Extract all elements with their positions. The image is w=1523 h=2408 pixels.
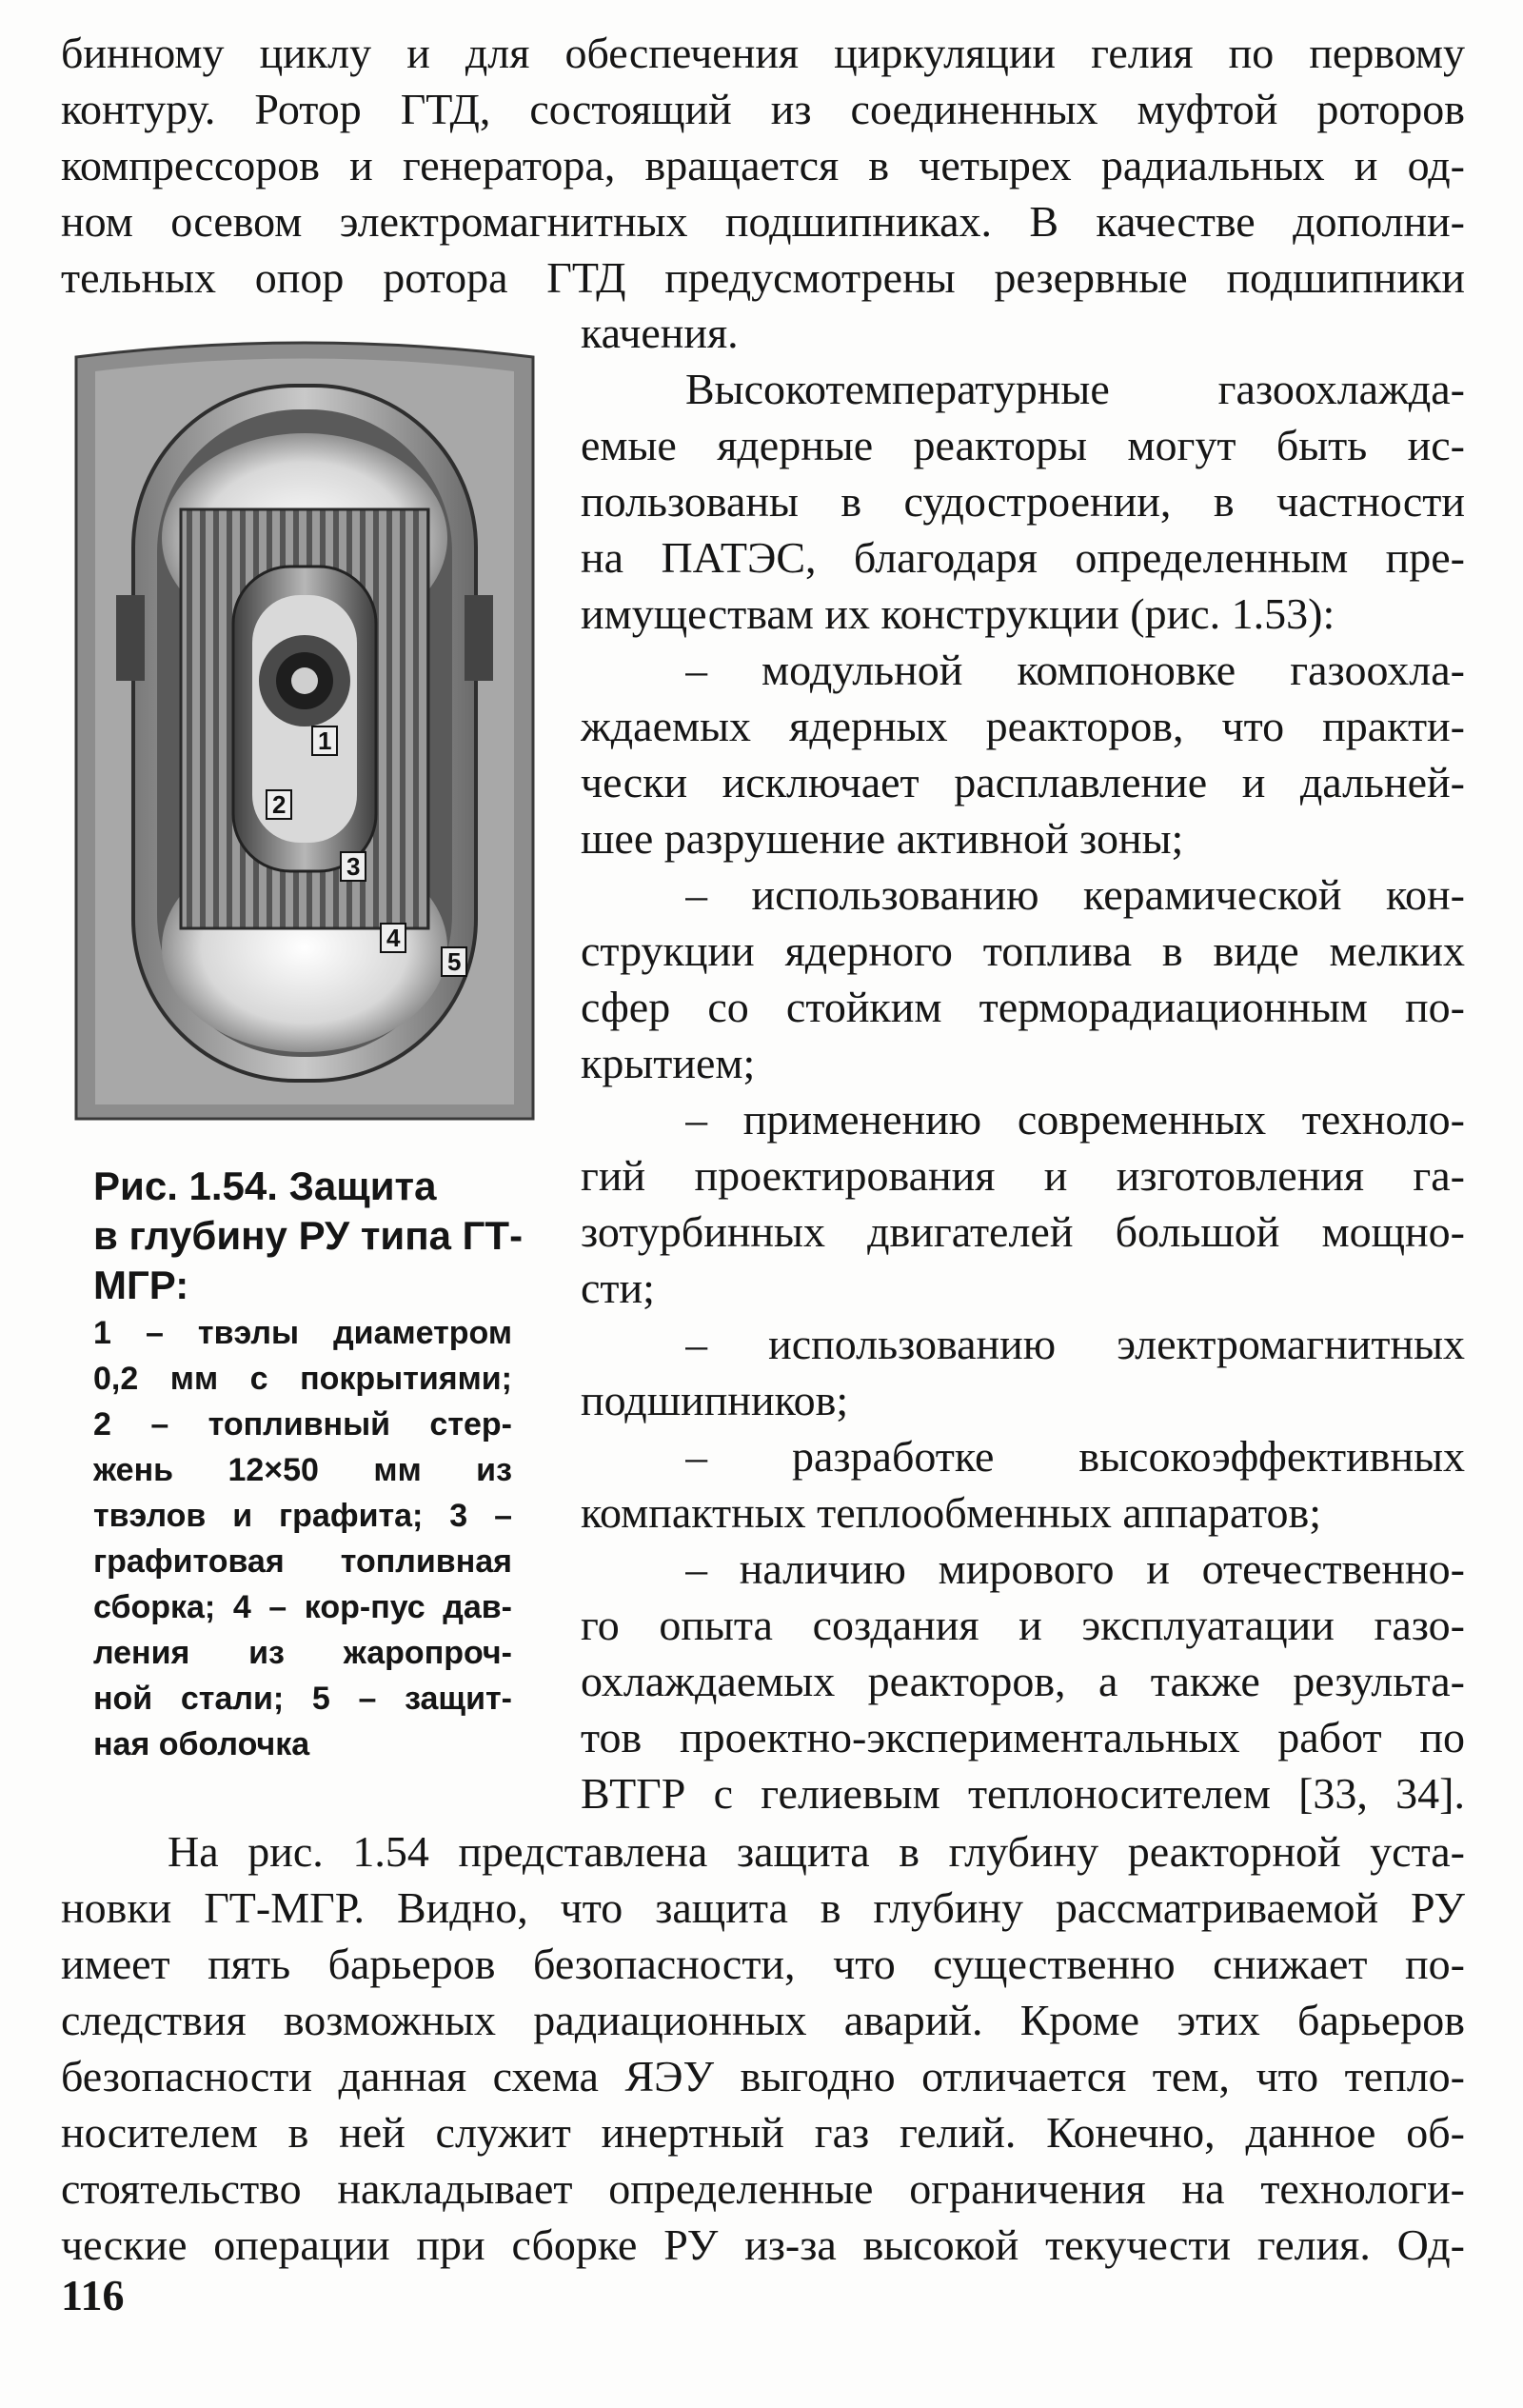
text-line: крытием; — [581, 1039, 756, 1087]
text-line: гий проектирования и изготовления га- — [581, 1151, 1465, 1200]
text-line: новки ГТ-МГР. Видно, что защита в глубину рассматриваемой РУ — [61, 1883, 1465, 1932]
text-line: Высокотемпературные газоохлажда- — [685, 365, 1465, 413]
text-line: – модульной компоновке газоохла- — [685, 646, 1465, 694]
caption-line: ная оболочка — [93, 1726, 310, 1762]
text-line: – разработке высокоэффективных — [685, 1432, 1465, 1481]
text-line: ждаемых ядерных реакторов, что практи- — [581, 702, 1465, 750]
text-line: – применению современных техноло- — [685, 1095, 1465, 1144]
reactor-cutaway-illustration — [67, 328, 543, 1157]
figure-caption — [93, 1162, 524, 1767]
text-line: – использованию электромагнитных — [685, 1320, 1465, 1368]
text-line: бинному циклу и для обеспечения циркуляции гелия по первому — [61, 29, 1465, 77]
text-line: го опыта создания и эксплуатации газо- — [581, 1601, 1465, 1649]
caption-line: графитовая топливная — [93, 1543, 512, 1580]
text-line: ВТГР с гелиевым теплоносителем [33, 34]. — [581, 1769, 1465, 1818]
text-line: ном осевом электромагнитных подшипниках. В качестве дополни- — [61, 197, 1465, 246]
text-line: компактных теплообменных аппаратов; — [581, 1488, 1322, 1537]
text-line: сти; — [581, 1264, 655, 1312]
text-line: следствия возможных радиационных аварий. Кроме этих барьеров — [61, 1996, 1465, 2044]
text-line: носителем в ней служит инертный газ гелий. Конечно, данное об- — [61, 2108, 1465, 2157]
text-line: шее разрушение активной зоны; — [581, 814, 1184, 863]
caption-line: 1 – твэлы диаметром — [93, 1315, 512, 1351]
page-number: 116 — [61, 2271, 125, 2319]
text-line: тельных опор ротора ГТД предусмотрены резервные подшипники — [61, 253, 1465, 302]
caption-line: 0,2 мм с покрытиями; — [93, 1361, 512, 1397]
text-line: стоятельство накладывает определенные ограничения на технологи- — [61, 2164, 1465, 2213]
text-line: струкции ядерного топлива в виде мелких — [581, 926, 1465, 975]
text-line: компрессоров и генератора, вращается в четырех радиальных и од- — [61, 141, 1465, 189]
text-line: На рис. 1.54 представлена защита в глубину реакторной уста- — [168, 1827, 1465, 1876]
text-line: качения. — [581, 308, 739, 357]
reactor-figure — [67, 328, 543, 1157]
text-line: сфер со стойким терморадиационным по- — [581, 983, 1465, 1031]
caption-line: ления из жаропроч- — [93, 1635, 512, 1671]
text-line: имеет пять барьеров безопасности, что существенно снижает по- — [61, 1940, 1465, 1988]
figure-label-2: 2 — [272, 790, 287, 819]
text-line: – наличию мирового и отечественно- — [685, 1544, 1465, 1593]
text-line: – использованию керамической кон- — [685, 870, 1465, 919]
figure-label-4: 4 — [386, 924, 401, 952]
caption-title-line: в глубину РУ типа ГТ- — [93, 1213, 524, 1258]
caption-line: жень 12×50 мм из — [93, 1452, 512, 1488]
text-line: тов проектно-экспериментальных работ по — [581, 1713, 1465, 1761]
caption-line: 2 – топливный стер- — [93, 1406, 512, 1443]
text-line: зотурбинных двигателей большой мощно- — [581, 1207, 1465, 1256]
caption-line: сборка; 4 – кор-пус дав- — [93, 1589, 512, 1625]
text-line: чески исключает расплавление и дальней- — [581, 758, 1465, 806]
text-line: емые ядерные реакторы могут быть ис- — [581, 421, 1465, 469]
caption-title-line: Рис. 1.54. Защита — [93, 1164, 437, 1208]
text-line: имуществам их конструкции (рис. 1.53): — [581, 589, 1335, 638]
caption-title-line: МГР: — [93, 1263, 189, 1307]
text-line: контуру. Ротор ГТД, состоящий из соединенных муфтой роторов — [61, 85, 1465, 133]
text-line: на ПАТЭС, благодаря определенным пре- — [581, 533, 1465, 582]
text-line: безопасности данная схема ЯЭУ выгодно отличается тем, что тепло- — [61, 2052, 1465, 2100]
text-line: пользованы в судостроении, в частности — [581, 477, 1465, 526]
caption-line: твэлов и графита; 3 – — [93, 1498, 512, 1534]
figure-label-5: 5 — [447, 947, 462, 976]
text-line: ческие операции при сборке РУ из-за высокой текучести гелия. Од- — [61, 2220, 1465, 2269]
caption-line: ной стали; 5 – защит- — [93, 1681, 512, 1717]
figure-label-3: 3 — [346, 852, 361, 881]
text-line: подшипников; — [581, 1376, 849, 1424]
text-line: охлаждаемых реакторов, а также результа- — [581, 1657, 1465, 1705]
figure-label-1: 1 — [318, 726, 332, 755]
